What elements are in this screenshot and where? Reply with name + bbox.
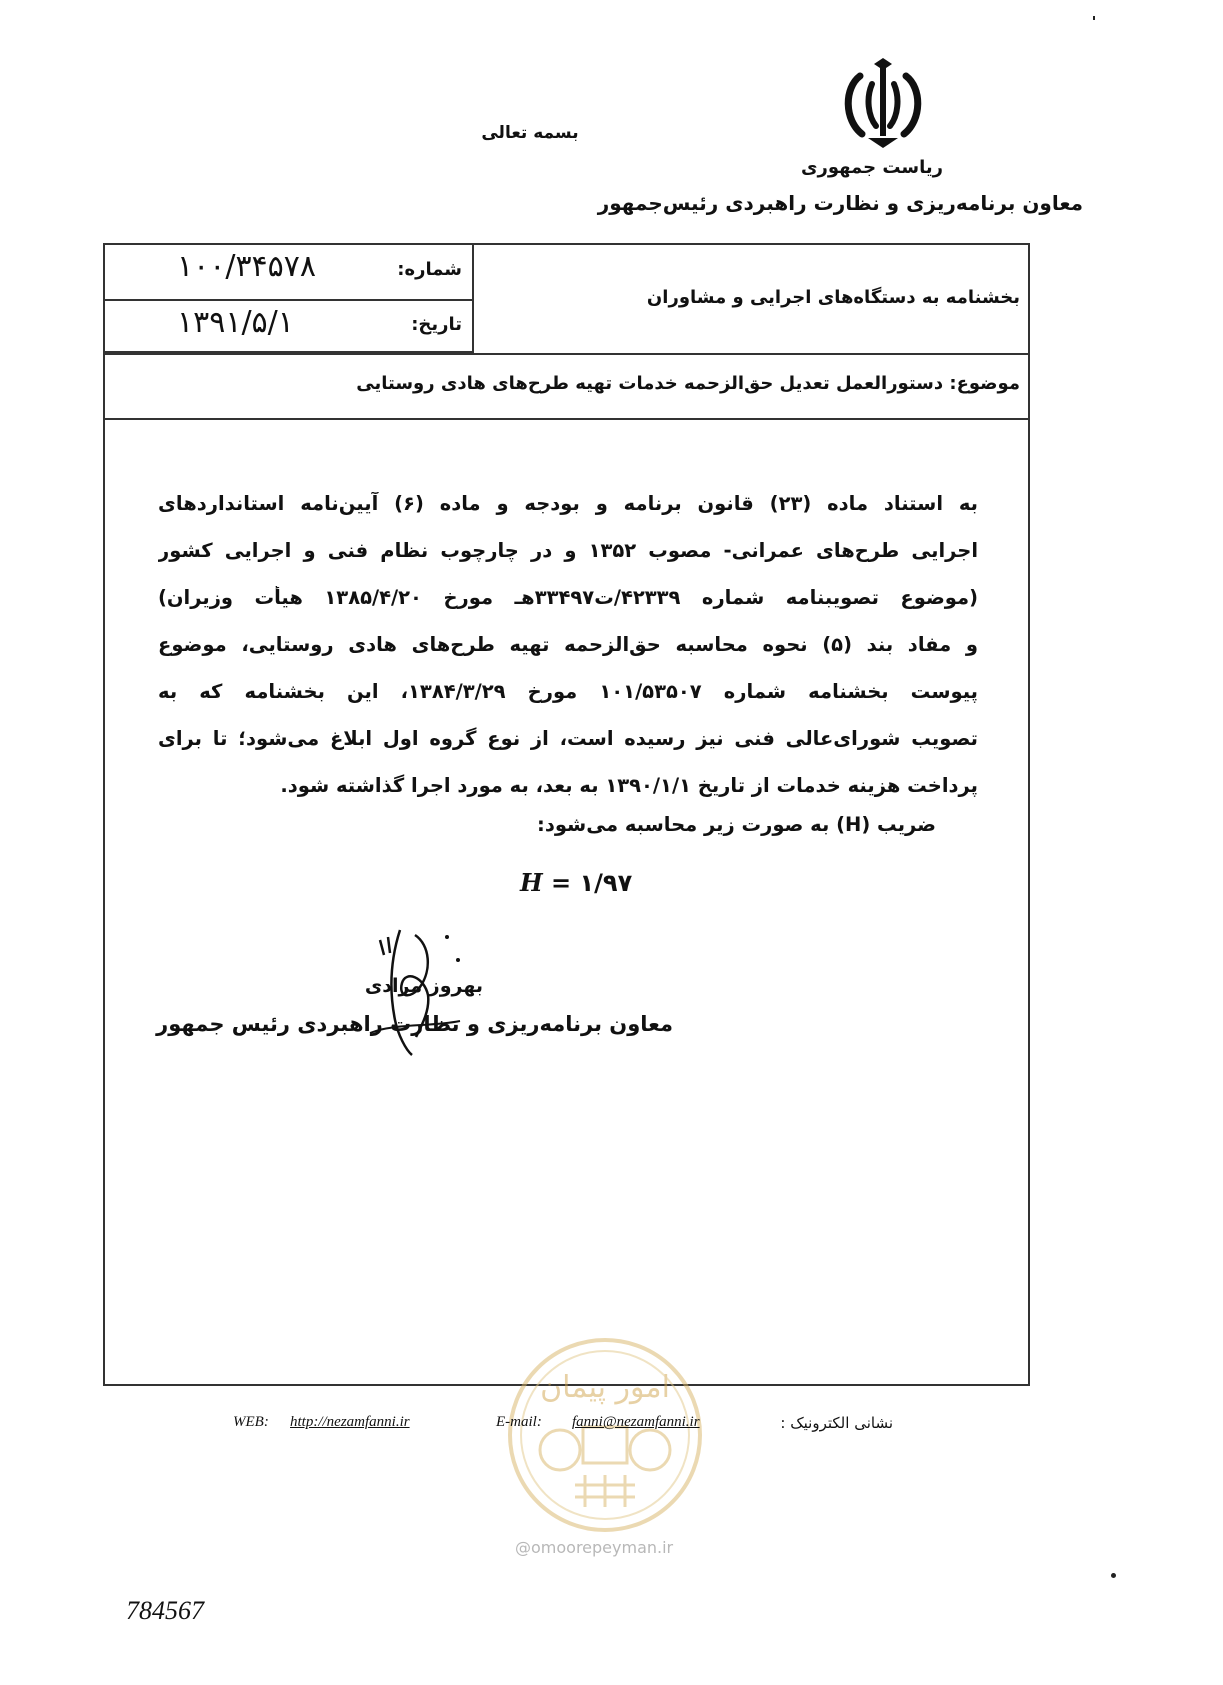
formula-variable: H (520, 868, 543, 897)
email-address-link[interactable]: fanni@nezamfanni.ir (572, 1414, 700, 1430)
organization-name: ریاست جمهوری (801, 157, 943, 178)
number-label: شماره: (397, 259, 462, 280)
web-label: WEB: (233, 1414, 269, 1430)
web-url-link[interactable]: http://nezamfanni.ir (290, 1414, 410, 1430)
body-line: پرداخت هزینه خدمات از تاریخ ۱۳۹۰/۱/۱ به بعد، به مورد اجرا گذاشته شود. (280, 774, 978, 797)
coefficient-line: ضریب (H) به صورت زیر محاسبه می‌شود: (537, 813, 936, 836)
deputy-office-name: معاون برنامه‌ریزی و نظارت راهبردی رئیس‌جمهور (597, 191, 1083, 215)
coefficient-formula (520, 868, 632, 897)
subject-divider-bottom (103, 418, 1030, 420)
omoorepeyman-watermark-icon (505, 1335, 705, 1535)
body-line: به استناد ماده (۲۳) قانون برنامه و بودجه و ماده (۶) آیین‌نامه استانداردهای (158, 492, 978, 515)
body-line: و مفاد بند (۵) نحوه محاسبه حق‌الزحمه تهیه طرح‌های هادی روستایی، موضوع (158, 633, 978, 656)
number-date-box (103, 243, 474, 353)
letter-date: ۱۳۹۱/۵/۱ (177, 305, 294, 340)
subject-divider-top (103, 353, 1030, 355)
watermark-text: امور پیمان (540, 1370, 670, 1405)
signer-name: بهروز مرادی (364, 975, 483, 997)
body-line: اجرایی طرح‌های عمرانی- مصوب ۱۳۵۲ و در چارچوب نظام فنی و اجرایی کشور (158, 539, 978, 562)
scan-speck (1111, 1573, 1116, 1578)
body-line: پیوست بخشنامه شماره ۱۰۱/۵۳۵۰۷ مورخ ۱۳۸۴/۳/۲۹، این بخشنامه که به (158, 680, 978, 703)
body-line: تصویب شورای‌عالی فنی نیز رسیده است، از نوع گروه اول ابلاغ می‌شود؛ تا برای (158, 727, 978, 750)
electronic-address-label: نشانی الکترونیک : (780, 1414, 893, 1432)
scan-speck (1093, 16, 1095, 20)
recipients-line: بخشنامه به دستگاه‌های اجرایی و مشاوران (646, 287, 1020, 308)
body-line: (موضوع تصویبنامه شماره ۴۲۳۳۹/ت۳۳۴۹۷هـ مورخ ۱۳۸۵/۴/۲۰ هیأت وزیران) (158, 586, 978, 609)
bismillah-heading: بسمه تعالی (481, 123, 579, 143)
iran-emblem-icon (838, 58, 928, 150)
subject-line: موضوع: دستورالعمل تعدیل حق‌الزحمه خدمات تهیه طرح‌های هادی روستایی (356, 373, 1020, 394)
email-label: E-mail: (496, 1414, 542, 1430)
archive-number: 784567 (126, 1596, 204, 1625)
watermark-domain: @omoorepeyman.ir (515, 1538, 674, 1557)
signer-title: معاون برنامه‌ریزی و نظارت راهبردی رئیس جمهور (156, 1012, 673, 1036)
date-label: تاریخ: (411, 314, 462, 335)
meta-divider (105, 299, 472, 301)
formula-value: = ۱/۹۷ (542, 869, 633, 897)
letter-number: ۱۰۰/۳۴۵۷۸ (177, 249, 317, 284)
